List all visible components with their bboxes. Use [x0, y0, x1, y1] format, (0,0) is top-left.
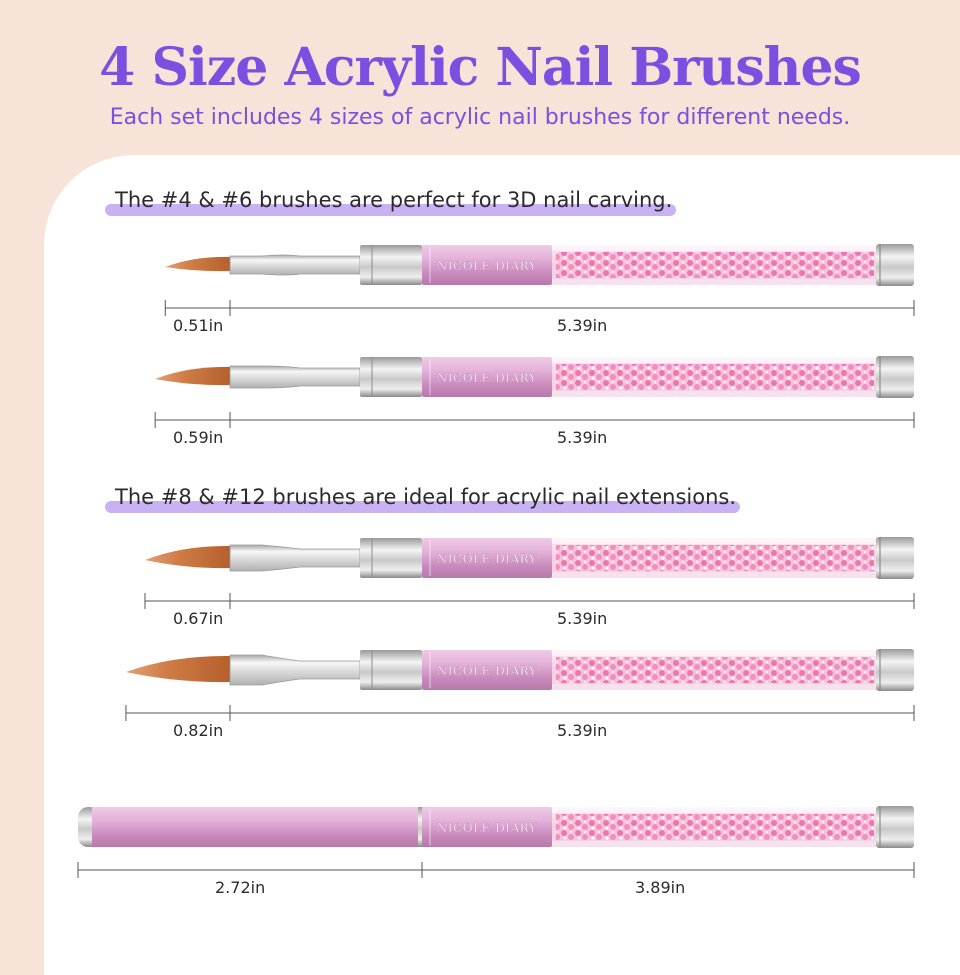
end-cap	[876, 649, 914, 691]
end-cap	[876, 806, 914, 848]
tip-length-label: 0.59in	[173, 428, 224, 447]
cap-length-label: 2.72in	[215, 878, 266, 897]
brush-4	[126, 649, 914, 721]
brush-ferrule	[230, 655, 360, 685]
brand-logo: NICOLE DIARY	[436, 371, 538, 385]
brush-bristles	[145, 546, 232, 568]
tube-highlight	[552, 245, 878, 251]
crystal-fill	[556, 814, 874, 840]
brush-ferrule	[230, 255, 360, 275]
end-cap	[876, 356, 914, 398]
tube-highlight	[552, 357, 878, 363]
handle-length-label: 5.39in	[557, 428, 608, 447]
handle-length-label: 5.39in	[557, 316, 608, 335]
capped-brush	[78, 806, 914, 878]
tip-length-label: 0.51in	[173, 316, 224, 335]
brush-bristles	[126, 656, 232, 682]
page-title: 4 Size Acrylic Nail Brushes	[99, 37, 861, 98]
brand-logo: NICOLE DIARY	[436, 259, 538, 273]
tube-highlight	[552, 807, 878, 813]
brand-logo: NICOLE DIARY	[436, 664, 538, 678]
section-heading-text: The #4 & #6 brushes are perfect for 3D nail carving.	[115, 188, 673, 212]
end-cap	[876, 244, 914, 286]
crystal-fill	[556, 364, 874, 390]
tube-bottom	[552, 391, 878, 397]
tip-length-label: 0.67in	[173, 609, 224, 628]
brush-collar	[360, 650, 422, 690]
tube-bottom	[552, 279, 878, 285]
tube-highlight	[552, 650, 878, 656]
handle-length-label: 5.39in	[557, 721, 608, 740]
brush-bristles	[165, 257, 232, 271]
handle-length-label: 3.89in	[635, 878, 686, 897]
tube-bottom	[552, 684, 878, 690]
tube-bottom	[552, 572, 878, 578]
brush-bristles	[155, 367, 232, 385]
brush-ferrule	[230, 366, 360, 388]
brush-collar	[360, 357, 422, 397]
crystal-fill	[556, 252, 874, 278]
crystal-fill	[556, 545, 874, 571]
brush-cap	[92, 807, 420, 847]
brand-logo: NICOLE DIARY	[436, 552, 538, 566]
end-cap	[876, 537, 914, 579]
crystal-fill	[556, 657, 874, 683]
section-heading-carving	[115, 186, 672, 216]
tube-bottom	[552, 841, 878, 847]
tube-highlight	[552, 538, 878, 544]
brand-logo: NICOLE DIARY	[436, 821, 538, 835]
brush-collar	[360, 245, 422, 285]
handle-length-label: 5.39in	[557, 609, 608, 628]
section-heading-text: The #8 & #12 brushes are ideal for acrylic nail extensions.	[115, 485, 736, 509]
section-heading-extensions	[115, 483, 736, 513]
brush-ferrule	[230, 545, 360, 571]
brush-3	[145, 537, 914, 609]
brush-1	[165, 244, 914, 316]
tip-length-label: 0.82in	[173, 721, 224, 740]
page-subtitle: Each set includes 4 sizes of acrylic nail brushes for different needs.	[109, 105, 851, 130]
brush-collar	[360, 538, 422, 578]
brush-2	[155, 356, 914, 428]
